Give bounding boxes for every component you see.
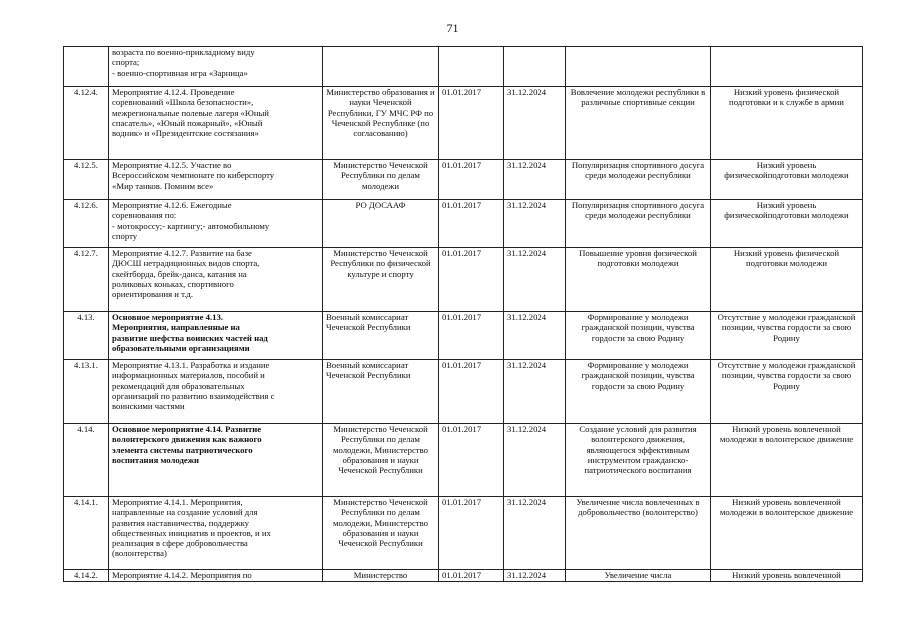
activity-title-line: спасатель», «Юный пожарный», «Юный	[112, 117, 263, 128]
end-date: 31.12.2024	[504, 570, 566, 582]
problem-description: Низкий уровень вовлеченной молодежи в волонтерское движение	[711, 497, 863, 570]
activity-title-line: Основное мероприятие 4.13.	[112, 312, 223, 322]
row-number: 4.13.1.	[64, 360, 109, 424]
program-table	[63, 46, 863, 582]
activity-title	[109, 312, 323, 360]
end-date: 31.12.2024	[504, 200, 566, 248]
activity-title-line: Мероприятие 4.12.5. Участие во	[112, 160, 232, 170]
activity-title	[109, 497, 323, 570]
expected-result: Создание условий для развития волонтерского движения, являющегося эффективным инструментом гражданско-патриотического воспитания	[566, 424, 711, 497]
start-date: 01.01.2017	[439, 424, 504, 497]
activity-title-line: Мероприятие 4.12.6. Ежегодные	[112, 200, 232, 210]
table-row	[64, 424, 863, 497]
problem-description: Отсутствие у молодежи гражданской позиции, чувства гордости за свою Родину	[711, 312, 863, 360]
table-row	[64, 312, 863, 360]
activity-title-line: элемента системы патриотического	[112, 444, 253, 455]
activity-title-line: общественных инициатив и проектов, и их	[112, 527, 271, 538]
problem-description: Низкий уровень вовлеченной	[711, 570, 863, 582]
start-date: 01.01.2017	[439, 160, 504, 200]
end-date: 31.12.2024	[504, 360, 566, 424]
activity-title	[109, 47, 323, 87]
activity-title-line: Мероприятие 4.12.4. Проведение	[112, 87, 235, 97]
activity-title-line: рекомендаций для образовательных	[112, 380, 245, 391]
problem-description: Низкий уровень вовлеченной молодежи в волонтерское движение	[711, 424, 863, 497]
row-number: 4.14.2.	[64, 570, 109, 582]
problem-description: Низкий уровень физической подготовки молодежи	[711, 248, 863, 312]
activity-title	[109, 570, 323, 582]
end-date: 31.12.2024	[504, 160, 566, 200]
activity-title-line: организаций по развитию взаимодействия с	[112, 390, 275, 401]
activity-title-line: воинскими частями	[112, 401, 185, 412]
activity-title-line: «Мир танков. Помним все»	[112, 180, 214, 191]
end-date	[504, 47, 566, 87]
activity-title-line: развитие шефства воинских частей над	[112, 332, 268, 343]
start-date: 01.01.2017	[439, 570, 504, 582]
row-number: 4.14.	[64, 424, 109, 497]
end-date: 31.12.2024	[504, 248, 566, 312]
end-date: 31.12.2024	[504, 312, 566, 360]
end-date: 31.12.2024	[504, 87, 566, 160]
table-row	[64, 497, 863, 570]
activity-title-line: развития наставничества, поддержку	[112, 517, 250, 528]
table-row	[64, 200, 863, 248]
start-date: 01.01.2017	[439, 360, 504, 424]
activity-title	[109, 200, 323, 248]
page-number: 71	[446, 21, 459, 35]
activity-title-line: роликовых коньках, спортивного	[112, 278, 234, 289]
activity-title-line: Мероприятие 4.14.1. Мероприятия,	[112, 497, 243, 507]
activity-title-line: возраста по военно-прикладному виду	[112, 47, 255, 57]
row-number: 4.12.6.	[64, 200, 109, 248]
problem-description: Низкий уровень физическойподготовки молодежи	[711, 160, 863, 200]
problem-description: Низкий уровень физическойподготовки молодежи	[711, 200, 863, 248]
activity-title-line: образовательными организациями	[112, 342, 250, 353]
executor	[323, 47, 439, 87]
activity-title-line: межрегиональные полевые лагеря «Юный	[112, 107, 269, 118]
expected-result: Вовлечение молодежи республики в различные спортивные секции	[566, 87, 711, 160]
row-number: 4.12.7.	[64, 248, 109, 312]
activity-title-line: Мероприятия, направленные на	[112, 322, 240, 333]
executor: Министерство образования и науки Чеченской Республики, ГУ МЧС РФ по Чеченской Республике (по согласованию)	[323, 87, 439, 160]
problem-description: Низкий уровень физической подготовки и к службе в армии	[711, 87, 863, 160]
executor: РО ДОСААФ	[323, 200, 439, 248]
expected-result: Формирование у молодежи гражданской позиции, чувства гордости за свою Родину	[566, 360, 711, 424]
expected-result: Популяризация спортивного досуга среди молодежи республики	[566, 200, 711, 248]
expected-result: Формирование у молодежи гражданской позиции, чувства гордости за свою Родину	[566, 312, 711, 360]
activity-title-line: направленные на создание условий для	[112, 507, 258, 518]
activity-title-line: Мероприятие 4.13.1. Разработка и издание	[112, 360, 270, 370]
activity-title-line: воспитания молодежи	[112, 454, 199, 465]
activity-title-line: спорту	[112, 230, 138, 241]
executor: Министерство Чеченской Республики по делам молодежи, Министерство образования и науки Чеченской Республики	[323, 497, 439, 570]
expected-result: Популяризация спортивного досуга среди молодежи республики	[566, 160, 711, 200]
row-number: 4.12.4.	[64, 87, 109, 160]
executor: Министерство	[323, 570, 439, 582]
activity-title-line: соревнования по:	[112, 210, 177, 221]
executor: Военный комиссариат Чеченской Республики	[323, 312, 439, 360]
activity-title-line: - военно-спортивная игра «Зарница»	[112, 67, 248, 78]
activity-title-line: реализация в сфере добровольчества	[112, 538, 248, 549]
problem-description: Отсутствие у молодежи гражданской позиции, чувства гордости за свою Родину	[711, 360, 863, 424]
activity-title-line: водник» и «Президентские состязания»	[112, 128, 259, 139]
problem-description	[711, 47, 863, 87]
table-row	[64, 160, 863, 200]
table-row	[64, 248, 863, 312]
start-date	[439, 47, 504, 87]
activity-title-line: ДЮСШ нетрадиционных видов спорта,	[112, 258, 260, 269]
table-row	[64, 360, 863, 424]
start-date: 01.01.2017	[439, 87, 504, 160]
expected-result	[566, 47, 711, 87]
table-row	[64, 87, 863, 160]
start-date: 01.01.2017	[439, 248, 504, 312]
executor: Министерство Чеченской Республики по физической культуре и спорту	[323, 248, 439, 312]
activity-title-line: информационных материалов, пособий и	[112, 370, 265, 381]
row-number: 4.14.1.	[64, 497, 109, 570]
activity-title-line: Мероприятие 4.12.7. Развитие на базе	[112, 248, 252, 258]
activity-title	[109, 87, 323, 160]
activity-title-line: (волонтерства)	[112, 548, 167, 559]
start-date: 01.01.2017	[439, 200, 504, 248]
row-number	[64, 47, 109, 87]
start-date: 01.01.2017	[439, 497, 504, 570]
start-date: 01.01.2017	[439, 312, 504, 360]
table-row	[64, 47, 863, 87]
executor: Министерство Чеченской Республики по делам молодежи	[323, 160, 439, 200]
row-number: 4.13.	[64, 312, 109, 360]
row-number: 4.12.5.	[64, 160, 109, 200]
activity-title-line: Всероссийском чемпионате по киберспорту	[112, 170, 275, 181]
activity-title	[109, 160, 323, 200]
table-row	[64, 570, 863, 582]
expected-result: Повышение уровня физической подготовки молодежи	[566, 248, 711, 312]
executor: Министерство Чеченской Республики по делам молодежи, Министерство образования и науки Чеченской Республики	[323, 424, 439, 497]
activity-title-line: соревнований «Школа безопасности»,	[112, 97, 254, 108]
expected-result: Увеличение числа вовлеченных в добровольчество (волонтерство)	[566, 497, 711, 570]
executor: Военный комиссариат Чеченской Республики	[323, 360, 439, 424]
activity-title-line: Основное мероприятие 4.14. Развитие	[112, 424, 262, 434]
end-date: 31.12.2024	[504, 424, 566, 497]
activity-title-line: ориентирования и т.д.	[112, 289, 194, 300]
expected-result: Увеличение числа	[566, 570, 711, 582]
activity-title	[109, 424, 323, 497]
activity-title-line: Мероприятие 4.14.2. Мероприятия по	[112, 570, 252, 580]
activity-title-line: скейтборда, брейк-данса, катания на	[112, 268, 247, 279]
activity-title-line: спорта;	[112, 57, 140, 68]
activity-title-line: волонтерского движения как важного	[112, 434, 262, 445]
end-date: 31.12.2024	[504, 497, 566, 570]
activity-title-line: - мотокроссу;- картингу;- автомобильному	[112, 220, 270, 231]
activity-title	[109, 248, 323, 312]
activity-title	[109, 360, 323, 424]
